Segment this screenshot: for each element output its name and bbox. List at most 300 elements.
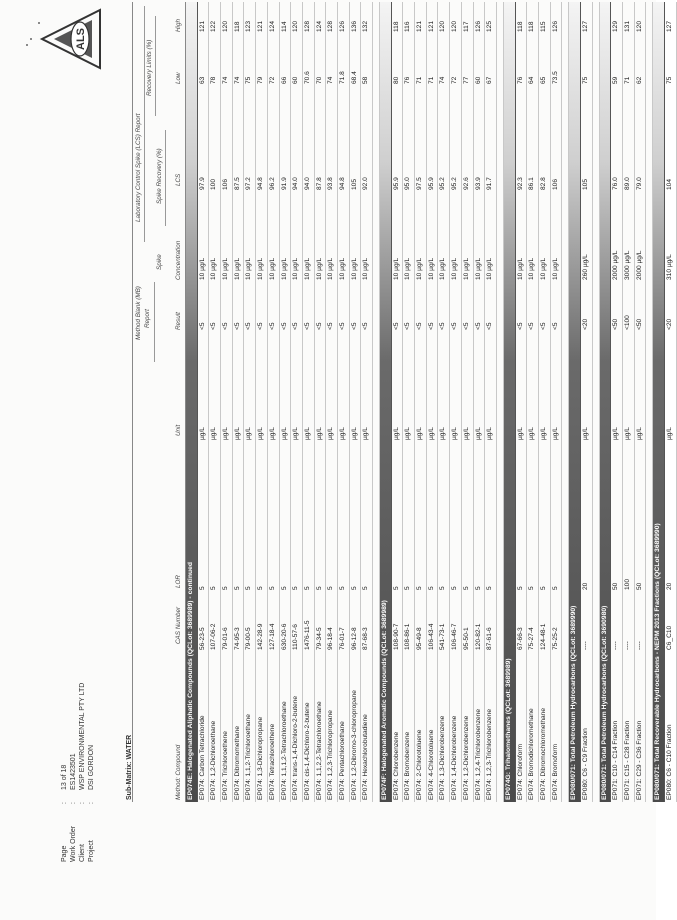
table-row <box>350 2 362 802</box>
group-title: EP080/071: Total Petroleum Hydrocarbons (QCLot: 3690980) <box>600 605 608 800</box>
cell-lcs-recovery: 79.0 <box>635 177 643 190</box>
cell-limit-low: 75 <box>245 76 253 84</box>
header-lor: LOR <box>175 575 182 588</box>
group-header <box>569 2 581 802</box>
group-header <box>653 2 665 802</box>
table-row <box>392 2 404 802</box>
cell-compound: EP074: Trichloroethene <box>222 731 230 800</box>
group-title: EP074F: Halogenated Aromatic Compounds (QCLot: 3689989) <box>381 600 388 800</box>
als-logo-icon <box>40 8 104 70</box>
cell-lor: 5 <box>257 586 265 590</box>
cell-lor: 5 <box>222 586 230 590</box>
cell-cas-number: 56-23-5 <box>198 627 206 650</box>
table-row <box>551 2 563 802</box>
cell-limit-high: 116 <box>404 21 412 32</box>
table-row <box>244 2 256 802</box>
cell-lor: 5 <box>462 586 470 590</box>
cell-lcs-recovery: 95.2 <box>451 177 459 190</box>
cell-mb-result: <5 <box>198 322 206 330</box>
cell-mb-result: <5 <box>292 322 300 330</box>
cell-spike-concentration: 10 µg/L <box>404 257 412 280</box>
cell-limit-low: 78 <box>210 76 218 84</box>
cell-spike-concentration: 10 µg/L <box>257 257 265 280</box>
cell-compound: EP074: 1,2-Dibromo-3-chloropropane <box>350 690 358 800</box>
cell-compound: EP074: 1,3-Dichlorobenzene <box>439 715 447 800</box>
cell-unit: µg/L <box>486 427 494 440</box>
cell-lor: 5 <box>198 586 206 590</box>
cell-limit-high: 121 <box>416 20 424 32</box>
cell-lcs-recovery: 93.9 <box>474 177 482 190</box>
cell-compound: EP074: 4-Chlorotoluene <box>427 729 435 800</box>
cell-compound: EP074: Carbon Tetrachloride <box>198 715 206 800</box>
page-field <box>60 765 69 862</box>
cell-limit-low: 58 <box>362 76 370 84</box>
cell-limit-high: 118 <box>233 21 241 32</box>
cell-lor: 5 <box>327 586 335 590</box>
cell-spike-concentration: 10 µg/L <box>338 257 346 280</box>
header-limits-rule <box>155 16 156 116</box>
table-row <box>527 2 539 802</box>
cell-limit-high: 127 <box>582 20 589 32</box>
cell-cas-number: 142-28-9 <box>257 623 265 650</box>
cell-compound: EP074: 1,4-Dichlorobenzene <box>451 715 459 800</box>
cell-compound: EP080: C6 - C10 Fraction <box>666 724 674 800</box>
cell-lcs-recovery: 106 <box>222 178 230 190</box>
cell-lor: 5 <box>245 586 253 590</box>
cell-spike-concentration: 10 µg/L <box>551 257 559 280</box>
client-label: Client <box>79 844 86 862</box>
cell-lcs-recovery: 93.8 <box>327 177 335 190</box>
table-row <box>403 2 415 802</box>
header-recovery-limits: Recovery Limits (%) <box>146 39 153 96</box>
cell-limit-low: 77 <box>462 76 470 84</box>
table-row <box>415 2 427 802</box>
table-row <box>303 2 315 802</box>
cell-cas-number: ---- <box>624 641 632 650</box>
work-order-value: ES1423501 <box>70 753 77 790</box>
cell-spike-concentration: 310 µg/L <box>666 254 674 280</box>
cell-lcs-recovery: 96.2 <box>268 177 276 190</box>
cell-compound: EP074: Bromobenzene <box>404 731 412 800</box>
group-title: EP074E: Halogenated Aliphatic Compounds (QCLot: 3689989) - continued <box>187 561 194 800</box>
cell-compound: EP074: Dibromomethane <box>233 725 241 800</box>
table-row <box>338 2 350 802</box>
cell-limit-low: 70 <box>315 76 323 84</box>
cell-limit-high: 120 <box>635 20 643 32</box>
cell-spike-concentration: 10 µg/L <box>280 257 288 280</box>
cell-spike-concentration: 10 µg/L <box>198 257 206 280</box>
page-value: 13 of 18 <box>61 764 68 790</box>
cell-mb-result: <5 <box>551 322 559 330</box>
table-body <box>186 2 677 802</box>
cell-unit: µg/L <box>451 427 459 440</box>
cell-cas-number: ---- <box>635 641 643 650</box>
cell-limit-low: 76 <box>516 76 524 84</box>
group-title: EP080/071: Total Petroleum Hydrocarbons (QCLot: 3689990) <box>570 605 578 800</box>
table-row <box>280 2 292 802</box>
group-header <box>600 2 612 802</box>
cell-compound: EP074: Pentachloroethane <box>338 721 346 800</box>
table-row <box>233 2 245 802</box>
cell-limit-high: 132 <box>362 20 370 32</box>
cell-lcs-recovery: 91.9 <box>280 177 288 190</box>
cell-unit: µg/L <box>624 427 632 440</box>
cell-unit: µg/L <box>315 427 323 440</box>
cell-limit-high: 126 <box>338 20 346 32</box>
cell-limit-high: 126 <box>551 20 559 32</box>
cell-unit: µg/L <box>516 427 524 440</box>
cell-spike-concentration: 10 µg/L <box>245 257 253 280</box>
cell-lor: 5 <box>303 586 311 590</box>
cell-compound: EP071: C15 - C28 Fraction <box>624 720 632 800</box>
cell-spike-concentration: 10 µg/L <box>427 257 435 280</box>
cell-lor: 5 <box>350 586 358 590</box>
cell-lcs-recovery: 105 <box>350 178 358 190</box>
cell-spike-concentration: 10 µg/L <box>439 257 447 280</box>
cell-unit: µg/L <box>666 427 674 440</box>
cell-lcs-recovery: 87.8 <box>315 177 323 190</box>
table-row <box>221 2 233 802</box>
cell-mb-result: <5 <box>350 322 358 330</box>
cell-spike-concentration: 10 µg/L <box>222 257 230 280</box>
cell-mb-result: <100 <box>624 315 632 330</box>
cell-lcs-recovery: 86.1 <box>528 177 536 190</box>
cell-cas-number: ---- <box>582 641 589 650</box>
cell-lor: 5 <box>416 586 424 590</box>
cell-mb-result: <50 <box>612 318 620 330</box>
cell-compound: EP074: trans-1,4-Dichloro-2-butene <box>292 695 300 800</box>
cell-unit: µg/L <box>280 427 288 440</box>
header-result: Result <box>175 312 182 330</box>
table-row <box>516 2 528 802</box>
cell-cas-number: 75-25-2 <box>551 627 559 650</box>
cell-limit-high: 118 <box>528 21 536 32</box>
cell-mb-result: <5 <box>539 322 547 330</box>
table-row <box>209 2 221 802</box>
table-row <box>474 2 486 802</box>
cell-lcs-recovery: 95.9 <box>392 177 400 190</box>
cell-limit-high: 120 <box>292 20 300 32</box>
cell-compound: EP074: 1,3-Dichloropropane <box>257 716 265 800</box>
cell-compound: EP074: Chlorobenzene <box>392 731 400 800</box>
cell-unit: µg/L <box>582 427 589 440</box>
cell-cas-number: 107-06-2 <box>210 623 218 650</box>
cell-cas-number: 541-73-1 <box>439 623 447 650</box>
cell-mb-result: <50 <box>635 318 643 330</box>
cell-mb-result: <5 <box>327 322 335 330</box>
cell-spike-concentration: 10 µg/L <box>303 257 311 280</box>
table-row <box>326 2 338 802</box>
cell-lcs-recovery: 94.0 <box>292 177 300 190</box>
cell-limit-low: 76 <box>404 76 412 84</box>
cell-spike-concentration: 10 µg/L <box>350 257 358 280</box>
cell-compound: EP074: 1,2,4-Trichlorobenzene <box>474 708 482 800</box>
cell-cas-number: 120-82-1 <box>474 623 482 650</box>
header-low: Low <box>175 72 182 84</box>
cell-lcs-recovery: 92.6 <box>462 177 470 190</box>
table-row <box>256 2 268 802</box>
header-method-compound: Method: Compound <box>175 744 182 800</box>
cell-mb-result: <5 <box>528 322 536 330</box>
cell-spike-concentration: 10 µg/L <box>416 257 424 280</box>
cell-mb-result: <5 <box>210 322 218 330</box>
cell-unit: µg/L <box>292 427 300 440</box>
cell-limit-low: 68.4 <box>350 71 358 84</box>
cell-lcs-recovery: 76.0 <box>612 177 620 190</box>
cell-cas-number: 76-01-7 <box>338 627 346 650</box>
group-spacer <box>373 2 380 802</box>
cell-lor: 5 <box>439 586 447 590</box>
cell-cas-number: 110-57-6 <box>292 624 300 650</box>
cell-limit-high: 129 <box>612 20 620 32</box>
client-field <box>78 683 87 862</box>
cell-lcs-recovery: 82.8 <box>539 177 547 190</box>
cell-lor: 5 <box>338 586 346 590</box>
cell-unit: µg/L <box>439 427 447 440</box>
cell-limit-high: 118 <box>516 21 524 32</box>
cell-spike-concentration: 3000 µg/L <box>624 250 632 280</box>
cell-lcs-recovery: 97.2 <box>245 177 253 190</box>
cell-lor: 5 <box>539 586 547 590</box>
cell-limit-low: 72 <box>268 76 276 84</box>
table-row <box>611 2 623 802</box>
cell-unit: µg/L <box>268 427 276 440</box>
cell-lor: 5 <box>474 586 482 590</box>
cell-lor: 5 <box>392 586 400 590</box>
cell-spike-concentration: 10 µg/L <box>268 257 276 280</box>
header-mb-report: Report <box>144 309 151 328</box>
cell-unit: µg/L <box>392 427 400 440</box>
table-row <box>198 2 210 802</box>
als-logo <box>40 8 104 70</box>
cell-compound: EP074: 1,1,2-Trichloroethane <box>245 714 253 800</box>
cell-cas-number: 67-66-3 <box>516 627 524 650</box>
cell-cas-number: 79-34-5 <box>315 627 323 650</box>
cell-spike-concentration: 10 µg/L <box>315 257 323 280</box>
cell-cas-number: 1476-11-5 <box>303 620 311 650</box>
scan-speck <box>30 38 32 40</box>
page-label: Page <box>61 845 68 862</box>
cell-cas-number: 96-18-4 <box>327 627 335 650</box>
project-label: Project <box>88 840 95 862</box>
cell-lcs-recovery: 94.8 <box>338 177 346 190</box>
table-row <box>665 2 677 802</box>
cell-cas-number: 79-01-6 <box>222 627 230 650</box>
cell-cas-number: ---- <box>612 641 620 650</box>
cell-limit-low: 74 <box>439 76 447 84</box>
cell-limit-high: 125 <box>486 20 494 32</box>
cell-spike-concentration: 10 µg/L <box>528 257 536 280</box>
cell-unit: µg/L <box>362 427 370 440</box>
header-lcs-report: Laboratory Control Spike (LCS) Report <box>135 113 142 222</box>
cell-limit-low: 67 <box>486 76 494 84</box>
cell-limit-low: 80 <box>392 76 400 84</box>
cell-mb-result: <5 <box>427 322 435 330</box>
cell-mb-result: <5 <box>303 322 311 330</box>
cell-spike-concentration: 10 µg/L <box>539 257 547 280</box>
cell-limit-high: 120 <box>439 20 447 32</box>
cell-spike-concentration: 2000 µg/L <box>612 250 620 280</box>
cell-mb-result: <5 <box>268 322 276 330</box>
cell-unit: µg/L <box>245 427 253 440</box>
cell-limit-high: 126 <box>474 20 482 32</box>
cell-limit-low: 70.6 <box>303 71 311 84</box>
cell-lor: 5 <box>292 586 300 590</box>
cell-limit-high: 131 <box>624 20 632 32</box>
cell-unit: µg/L <box>635 427 643 440</box>
cell-lor: 5 <box>210 586 218 590</box>
cell-lor: 5 <box>516 586 524 590</box>
cell-unit: µg/L <box>198 427 206 440</box>
cell-mb-result: <5 <box>257 322 265 330</box>
cell-spike-concentration: 10 µg/L <box>233 257 241 280</box>
cell-limit-low: 65 <box>539 76 547 84</box>
group-header <box>186 2 198 802</box>
cell-lor: 50 <box>612 582 620 590</box>
cell-limit-high: 120 <box>451 20 459 32</box>
cell-spike-concentration: 10 µg/L <box>486 257 494 280</box>
cell-spike-concentration: 10 µg/L <box>516 257 524 280</box>
lcs-report-table <box>132 2 677 802</box>
header-concentration: Concentration <box>175 240 182 280</box>
cell-lor: 5 <box>362 586 370 590</box>
cell-lcs-recovery: 92.0 <box>362 177 370 190</box>
header-method-blank: Method Blank (MB) <box>135 286 142 340</box>
cell-lor: 50 <box>635 582 643 590</box>
cell-lor: 5 <box>233 586 241 590</box>
cell-cas-number: 87-61-6 <box>486 627 494 650</box>
cell-unit: µg/L <box>338 427 346 440</box>
group-spacer <box>646 2 653 802</box>
work-order-field <box>69 753 78 862</box>
cell-mb-result: <20 <box>582 318 589 330</box>
cell-limit-low: 71 <box>624 76 632 84</box>
cell-lor: 5 <box>404 586 412 590</box>
cell-unit: µg/L <box>528 427 536 440</box>
cell-limit-high: 121 <box>198 20 206 32</box>
cell-limit-low: 62 <box>635 76 643 84</box>
work-order-colon: : <box>70 802 77 804</box>
header-lcs-rule <box>144 6 145 242</box>
cell-compound: EP074: 1,2,3-Trichlorobenzene <box>486 708 494 800</box>
work-order-label: Work Order <box>70 825 77 862</box>
project-colon: : <box>88 802 95 804</box>
cell-limit-low: 60 <box>474 76 482 84</box>
cell-lor: 20 <box>582 582 589 590</box>
cell-unit: µg/L <box>416 427 424 440</box>
cell-limit-high: 121 <box>427 20 435 32</box>
sub-matrix-label: Sub-Matrix: WATER <box>126 734 133 800</box>
project-value: DSI GORDON <box>88 744 95 790</box>
cell-unit: µg/L <box>474 427 482 440</box>
table-row <box>438 2 450 802</box>
table-row <box>291 2 303 802</box>
cell-compound: EP080: C6 - C9 Fraction <box>582 728 589 800</box>
cell-cas-number: 75-27-4 <box>528 627 536 650</box>
cell-limit-high: 121 <box>257 20 265 32</box>
cell-compound: EP071: C29 - C36 Fraction <box>635 720 643 800</box>
cell-lor: 5 <box>451 586 459 590</box>
cell-limit-high: 118 <box>392 21 400 32</box>
table-row <box>485 2 497 802</box>
cell-limit-low: 64 <box>528 76 536 84</box>
cell-lor: 5 <box>427 586 435 590</box>
cell-lor: 5 <box>528 586 536 590</box>
cell-mb-result: <5 <box>233 322 241 330</box>
cell-compound: EP074: 1,1,2,2-Tetrachloroethane <box>315 701 323 800</box>
cell-cas-number: 96-12-8 <box>350 627 358 650</box>
project-field <box>87 745 96 862</box>
cell-mb-result: <5 <box>245 322 253 330</box>
cell-limit-high: 122 <box>210 20 218 32</box>
cell-compound: EP074: Hexachlorobutadiene <box>362 714 370 800</box>
cell-spike-concentration: 260 µg/L <box>582 254 589 280</box>
cell-lcs-recovery: 95.9 <box>427 177 435 190</box>
cell-limit-high: 128 <box>303 20 311 32</box>
cell-lcs-recovery: 105 <box>582 178 589 190</box>
cell-cas-number: 95-50-1 <box>462 627 470 650</box>
cell-spike-concentration: 10 µg/L <box>451 257 459 280</box>
group-spacer <box>593 2 600 802</box>
cell-lcs-recovery: 106 <box>551 178 559 190</box>
cell-unit: µg/L <box>539 427 547 440</box>
cell-spike-concentration: 10 µg/L <box>462 257 470 280</box>
cell-lcs-recovery: 97.5 <box>416 177 424 190</box>
cell-mb-result: <5 <box>462 322 470 330</box>
cell-limit-high: 114 <box>280 21 288 32</box>
cell-unit: µg/L <box>350 427 358 440</box>
cell-limit-low: 72 <box>451 76 459 84</box>
cell-unit: µg/L <box>257 427 265 440</box>
cell-lcs-recovery: 91.7 <box>486 177 494 190</box>
cell-limit-low: 75 <box>582 76 589 84</box>
cell-lor: 5 <box>315 586 323 590</box>
table-row <box>581 2 593 802</box>
cell-unit: µg/L <box>303 427 311 440</box>
cell-limit-high: 115 <box>539 21 547 32</box>
group-header <box>504 2 516 802</box>
cell-mb-result: <5 <box>280 322 288 330</box>
cell-limit-low: 71 <box>416 76 424 84</box>
cell-lcs-recovery: 95.2 <box>439 177 447 190</box>
cell-limit-low: 63 <box>198 76 206 84</box>
cell-mb-result: <20 <box>666 318 674 330</box>
cell-cas-number: 124-48-1 <box>539 623 547 650</box>
cell-lcs-recovery: 97.9 <box>198 177 206 190</box>
cell-lcs-recovery: 100 <box>210 178 218 190</box>
cell-cas-number: 630-20-6 <box>280 623 288 650</box>
cell-mb-result: <5 <box>516 322 524 330</box>
cell-lor: 100 <box>624 578 632 590</box>
cell-limit-low: 74 <box>222 76 230 84</box>
scan-speck <box>38 22 40 24</box>
client-colon: : <box>79 802 86 804</box>
cell-limit-low: 71 <box>427 76 435 84</box>
table-row <box>427 2 439 802</box>
cell-limit-high: 120 <box>222 20 230 32</box>
cell-lor: 5 <box>486 586 494 590</box>
cell-limit-high: 124 <box>268 20 276 32</box>
scan-speck <box>26 44 28 46</box>
cell-compound: EP074: 1,1,1,2-Tetrachloroethane <box>280 701 288 800</box>
header-spike: Spike <box>156 254 163 270</box>
cell-compound: EP074: Bromodichloromethane <box>528 708 536 800</box>
table-row <box>539 2 551 802</box>
group-title: EP074G: Trihalomethanes (QCLot: 3689989) <box>504 658 512 800</box>
group-spacer <box>497 2 504 802</box>
cell-lor: 5 <box>280 586 288 590</box>
cell-cas-number: 74-95-3 <box>233 627 241 650</box>
